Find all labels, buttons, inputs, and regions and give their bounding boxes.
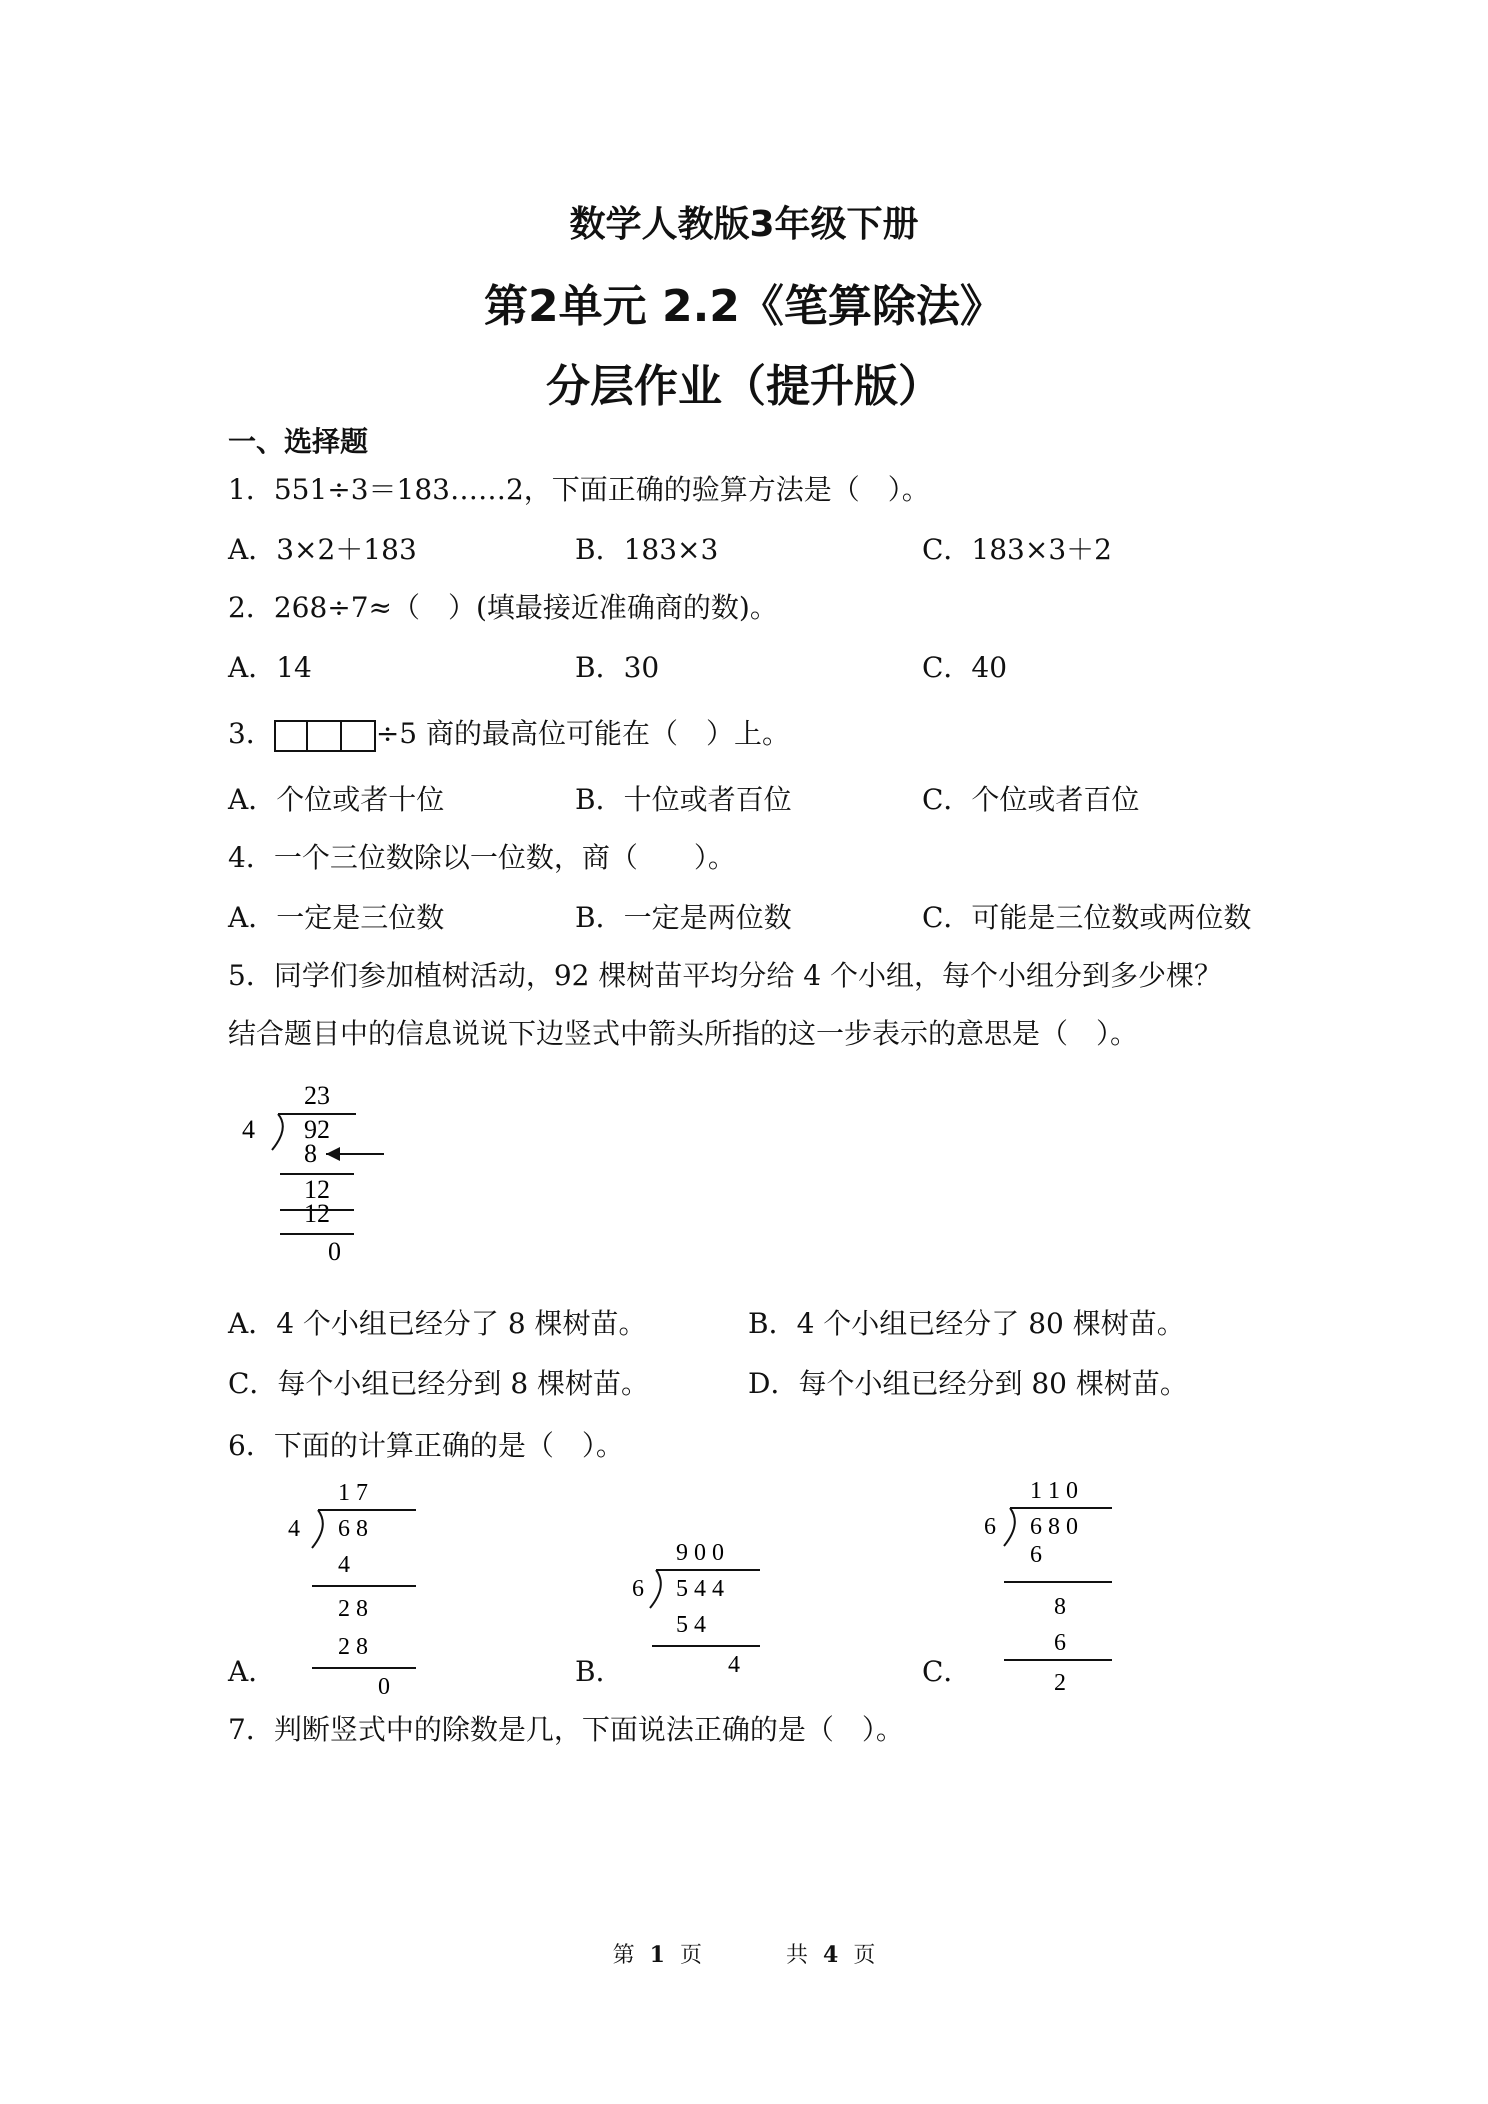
page-number: 1 — [649, 1942, 665, 1968]
q6-option-b-label: B． — [575, 1655, 624, 1688]
step-product: 6 — [1054, 1630, 1066, 1656]
q6-option-c-label: C． — [922, 1655, 972, 1688]
digit-boxes — [274, 720, 376, 752]
q2-option-c: C．40 — [922, 651, 1008, 684]
q3-option-a: A．个位或者十位 — [228, 783, 445, 816]
section-heading: 一、选择题 — [228, 425, 369, 458]
division-bracket — [272, 1114, 283, 1150]
q4-option-b: B．一定是两位数 — [575, 901, 792, 934]
q3-number: 3． — [228, 717, 274, 750]
page-footer — [0, 1938, 1488, 1969]
dividend: 6 8 — [338, 1516, 368, 1542]
q5-option-b: B．4 个小组已经分了 80 棵树苗。 — [748, 1307, 1185, 1340]
question-6-stem: 6．下面的计算正确的是（ ）。 — [228, 1429, 624, 1462]
question-5-stem-line2: 结合题目中的信息说说下边竖式中箭头所指的这一步表示的意思是（ ）。 — [228, 1017, 1139, 1050]
q6-option-a-label: A． — [228, 1655, 277, 1688]
final-remainder: 0 — [328, 1237, 341, 1266]
arrow-icon — [326, 1147, 340, 1161]
quotient: 1 7 — [338, 1480, 368, 1506]
step-product: 12 — [304, 1199, 330, 1228]
question-7-stem: 7．判断竖式中的除数是几，下面说法正确的是（ ）。 — [228, 1713, 904, 1746]
q2-option-b: B．30 — [575, 651, 660, 684]
q5-option-c: C．每个小组已经分到 8 棵树苗。 — [228, 1367, 650, 1400]
divisor: 4 — [288, 1516, 300, 1542]
divisor: 4 — [242, 1115, 255, 1144]
q4-option-a: A．一定是三位数 — [228, 901, 445, 934]
doc-title-line1: 数学人教版3年级下册 — [569, 204, 919, 245]
divisor: 6 — [984, 1514, 996, 1540]
q5-option-d: D．每个小组已经分到 80 棵树苗。 — [748, 1367, 1188, 1400]
doc-title-line2: 第2单元 2.2《笔算除法》 — [484, 281, 1004, 332]
digit-box — [274, 720, 308, 752]
q5-long-division — [228, 1070, 408, 1270]
step-product: 2 8 — [338, 1634, 368, 1660]
q6-division-b — [626, 1530, 776, 1700]
total-label: 共 — [786, 1943, 809, 1968]
q3-stem-text: ÷5 商的最高位可能在（ ）上。 — [375, 717, 791, 750]
q4-option-c: C．可能是三位数或两位数 — [922, 901, 1252, 934]
quotient: 23 — [304, 1081, 330, 1110]
q2-option-a: A．14 — [228, 651, 312, 684]
quotient: 9 0 0 — [676, 1540, 724, 1566]
q5-option-a: A．4 个小组已经分了 8 棵树苗。 — [228, 1307, 647, 1340]
q3-option-c: C．个位或者百位 — [922, 783, 1140, 816]
q1-option-b: B．183×3 — [575, 533, 719, 566]
page-label: 第 — [612, 1943, 635, 1968]
doc-title-line3: 分层作业（提升版） — [546, 361, 942, 412]
step-remainder: 12 — [304, 1175, 330, 1204]
division-bracket — [650, 1570, 661, 1608]
final-remainder: 0 — [378, 1674, 390, 1700]
question-1-stem: 1．551÷3＝183……2，下面正确的验算方法是（ ）。 — [228, 473, 930, 506]
divisor: 6 — [632, 1576, 644, 1602]
dividend: 6 8 0 — [1030, 1514, 1078, 1540]
question-5-stem-line1: 5．同学们参加植树活动，92 棵树苗平均分给 4 个小组，每个小组分到多少棵？ — [228, 959, 1222, 992]
digit-box — [308, 720, 342, 752]
step-remainder: 8 — [1054, 1594, 1066, 1620]
question-2-stem: 2．268÷7≈（ ）(填最接近准确商的数)。 — [228, 591, 778, 624]
final-remainder: 2 — [1054, 1670, 1066, 1696]
page-unit: 页 — [679, 1943, 702, 1968]
q6-division-c — [974, 1470, 1124, 1700]
quotient: 1 1 0 — [1030, 1478, 1078, 1504]
q6-division-a — [282, 1470, 432, 1700]
division-bracket — [312, 1510, 323, 1548]
step-product: 4 — [338, 1552, 350, 1578]
question-4-stem: 4．一个三位数除以一位数，商（ ）。 — [228, 841, 736, 874]
dividend: 5 4 4 — [676, 1576, 724, 1602]
q3-option-b: B．十位或者百位 — [575, 783, 792, 816]
q1-option-a: A．3×2＋183 — [228, 533, 417, 566]
step-remainder: 2 8 — [338, 1596, 368, 1622]
question-3-stem — [228, 712, 790, 752]
q1-option-c: C．183×3＋2 — [922, 533, 1112, 566]
step-product: 8 — [304, 1139, 317, 1168]
dividend: 92 — [304, 1115, 330, 1144]
total-pages: 4 — [823, 1942, 839, 1968]
final-remainder: 4 — [728, 1652, 740, 1678]
total-unit: 页 — [853, 1943, 876, 1968]
step-product: 6 — [1030, 1542, 1042, 1568]
digit-box — [342, 720, 376, 752]
step-product: 5 4 — [676, 1612, 706, 1638]
division-bracket — [1004, 1508, 1015, 1546]
